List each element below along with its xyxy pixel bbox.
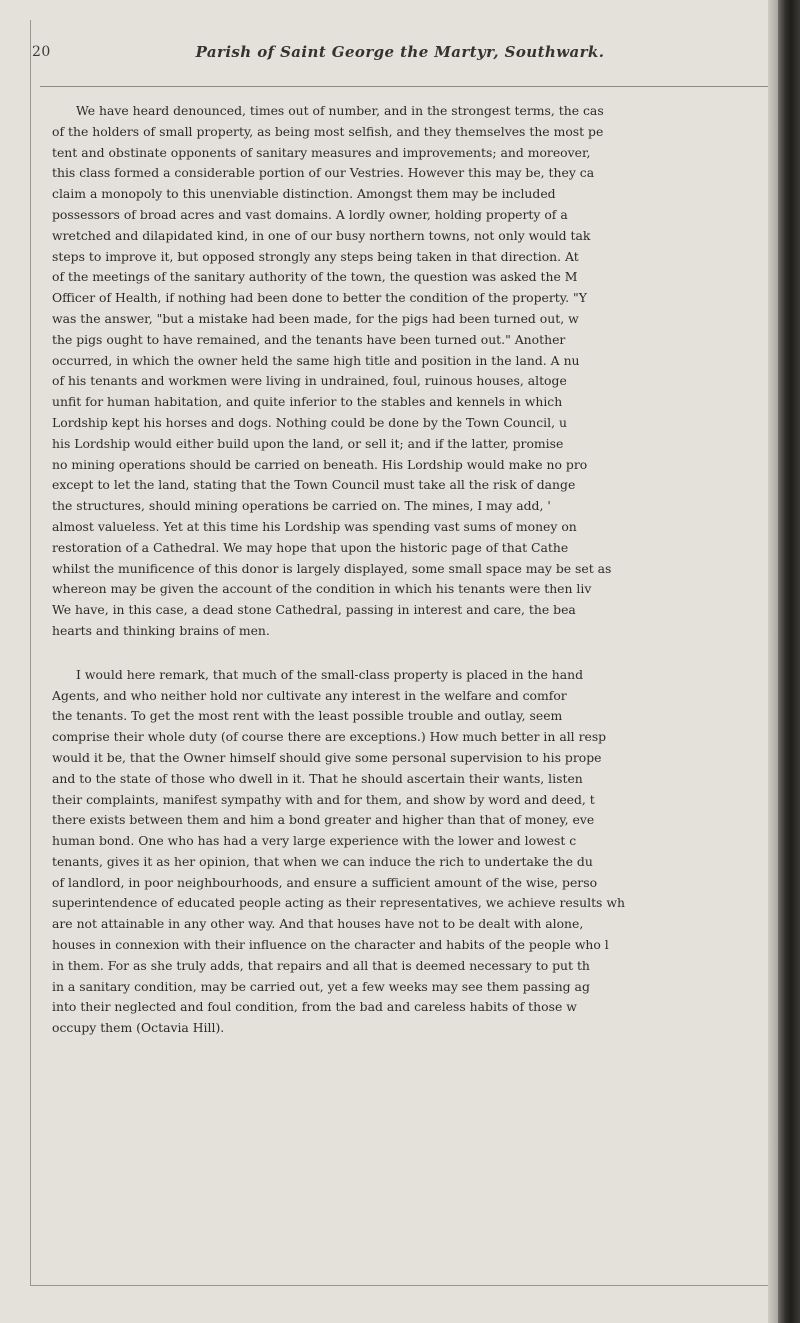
text-line: I would here remark, that much of the small-class property is placed in the hand <box>76 666 584 682</box>
text-line: and to the state of those who dwell in it. That he should ascertain their wants, listen <box>52 770 583 786</box>
text-line: almost valueless. Yet at this time his Lordship was spending vast sums of money on <box>52 518 577 534</box>
text-line: Lordship kept his horses and dogs. Nothing could be done by the Town Council, u <box>52 414 567 430</box>
text-line: unfit for human habitation, and quite inferior to the stables and kennels in which <box>52 394 563 410</box>
text-line: into their neglected and foul condition, from the bad and careless habits of those w <box>52 999 577 1015</box>
text-line: houses in connexion with their influence on the character and habits of the people who l <box>52 937 609 953</box>
text-line: of the holders of small property, as being most selfish, and they themselves the most pe <box>52 123 604 139</box>
text-line: steps to improve it, but opposed strongly any steps being taken in that direction. At <box>52 248 579 264</box>
text-line: comprise their whole duty (of course there are exceptions.) How much better in all resp <box>52 729 607 745</box>
text-line: the structures, should mining operations be carried on. The mines, I may add, ' <box>52 498 551 514</box>
text-line: whilst the munificence of this donor is largely displayed, some small space may be set as <box>52 560 612 576</box>
body-text <box>52 101 779 1039</box>
text-line: the tenants. To get the most rent with the least possible trouble and outlay, seem <box>52 708 563 724</box>
text-line: superintendence of educated people acting as their representatives, we achieve results wh <box>52 895 625 911</box>
paragraph <box>52 101 779 642</box>
paragraph <box>52 665 779 1039</box>
text-line: was the answer, "but a mistake had been made, for the pigs had been turned out, w <box>52 310 579 326</box>
text-line: tent and obstinate opponents of sanitary measures and improvements; and moreover, <box>52 144 591 160</box>
text-line: of his tenants and workmen were living in undrained, foul, ruinous houses, altoge <box>52 373 567 389</box>
text-line: wretched and dilapidated kind, in one of our busy northern towns, not only would tak <box>52 227 591 243</box>
binding-shadow <box>768 0 778 1323</box>
text-line: occurred, in which the owner held the same high title and position in the land. A nu <box>52 352 580 368</box>
text-line: there exists between them and him a bond greater and higher than that of money, eve <box>52 812 595 828</box>
page-header <box>32 36 768 76</box>
text-line: whereon may be given the account of the condition in which his tenants were then liv <box>52 581 592 597</box>
running-title: Parish of Saint George the Martyr, Southwark. <box>195 43 605 61</box>
book-binding <box>778 0 800 1323</box>
text-line: except to let the land, stating that the Town Council must take all the risk of dange <box>52 477 576 493</box>
text-line: Agents, and who neither hold nor cultivate any interest in the welfare and comfor <box>52 687 567 703</box>
text-line: their complaints, manifest sympathy with and for them, and show by word and deed, t <box>52 791 595 807</box>
text-line: We have, in this case, a dead stone Cathedral, passing in interest and care, the bea <box>52 602 576 618</box>
text-line: occupy them (Octavia Hill). <box>52 1020 225 1036</box>
text-line: are not attainable in any other way. And that houses have not to be dealt with alone, <box>52 916 584 932</box>
text-line: possessors of broad acres and vast domains. A lordly owner, holding property of a <box>52 206 568 222</box>
text-line: in them. For as she truly adds, that repairs and all that is deemed necessary to put th <box>52 957 590 973</box>
text-line: no mining operations should be carried on beneath. His Lordship would make no pro <box>52 456 588 472</box>
text-line: of the meetings of the sanitary authority of the town, the question was asked the M <box>52 269 578 285</box>
text-line: of landlord, in poor neighbourhoods, and ensure a sufficient amount of the wise, perso <box>52 874 598 890</box>
paragraph-gap <box>52 642 779 665</box>
text-line: his Lordship would either build upon the land, or sell it; and if the latter, promise <box>52 435 564 451</box>
text-line: Officer of Health, if nothing had been done to better the condition of the property. "Y <box>52 290 587 306</box>
text-line: human bond. One who has had a very large experience with the lower and lowest c <box>52 833 577 849</box>
page-number: 20 <box>32 44 51 60</box>
text-line: this class formed a considerable portion of our Vestries. However this may be, they ca <box>52 165 595 181</box>
text-line: restoration of a Cathedral. We may hope that upon the historic page of that Cathe <box>52 539 569 555</box>
text-line: claim a monopoly to this unenviable distinction. Amongst them may be included <box>52 186 556 202</box>
text-line: in a sanitary condition, may be carried out, yet a few weeks may see them passing ag <box>52 978 590 994</box>
header-rule <box>40 86 770 87</box>
text-line: We have heard denounced, times out of number, and in the strongest terms, the cas <box>76 103 604 118</box>
text-line: the pigs ought to have remained, and the tenants have been turned out." Another <box>52 331 566 347</box>
text-line: would it be, that the Owner himself should give some personal supervision to his prope <box>52 749 602 765</box>
text-line: tenants, gives it as her opinion, that when we can induce the rich to undertake the du <box>52 853 593 869</box>
text-line: hearts and thinking brains of men. <box>52 622 270 638</box>
